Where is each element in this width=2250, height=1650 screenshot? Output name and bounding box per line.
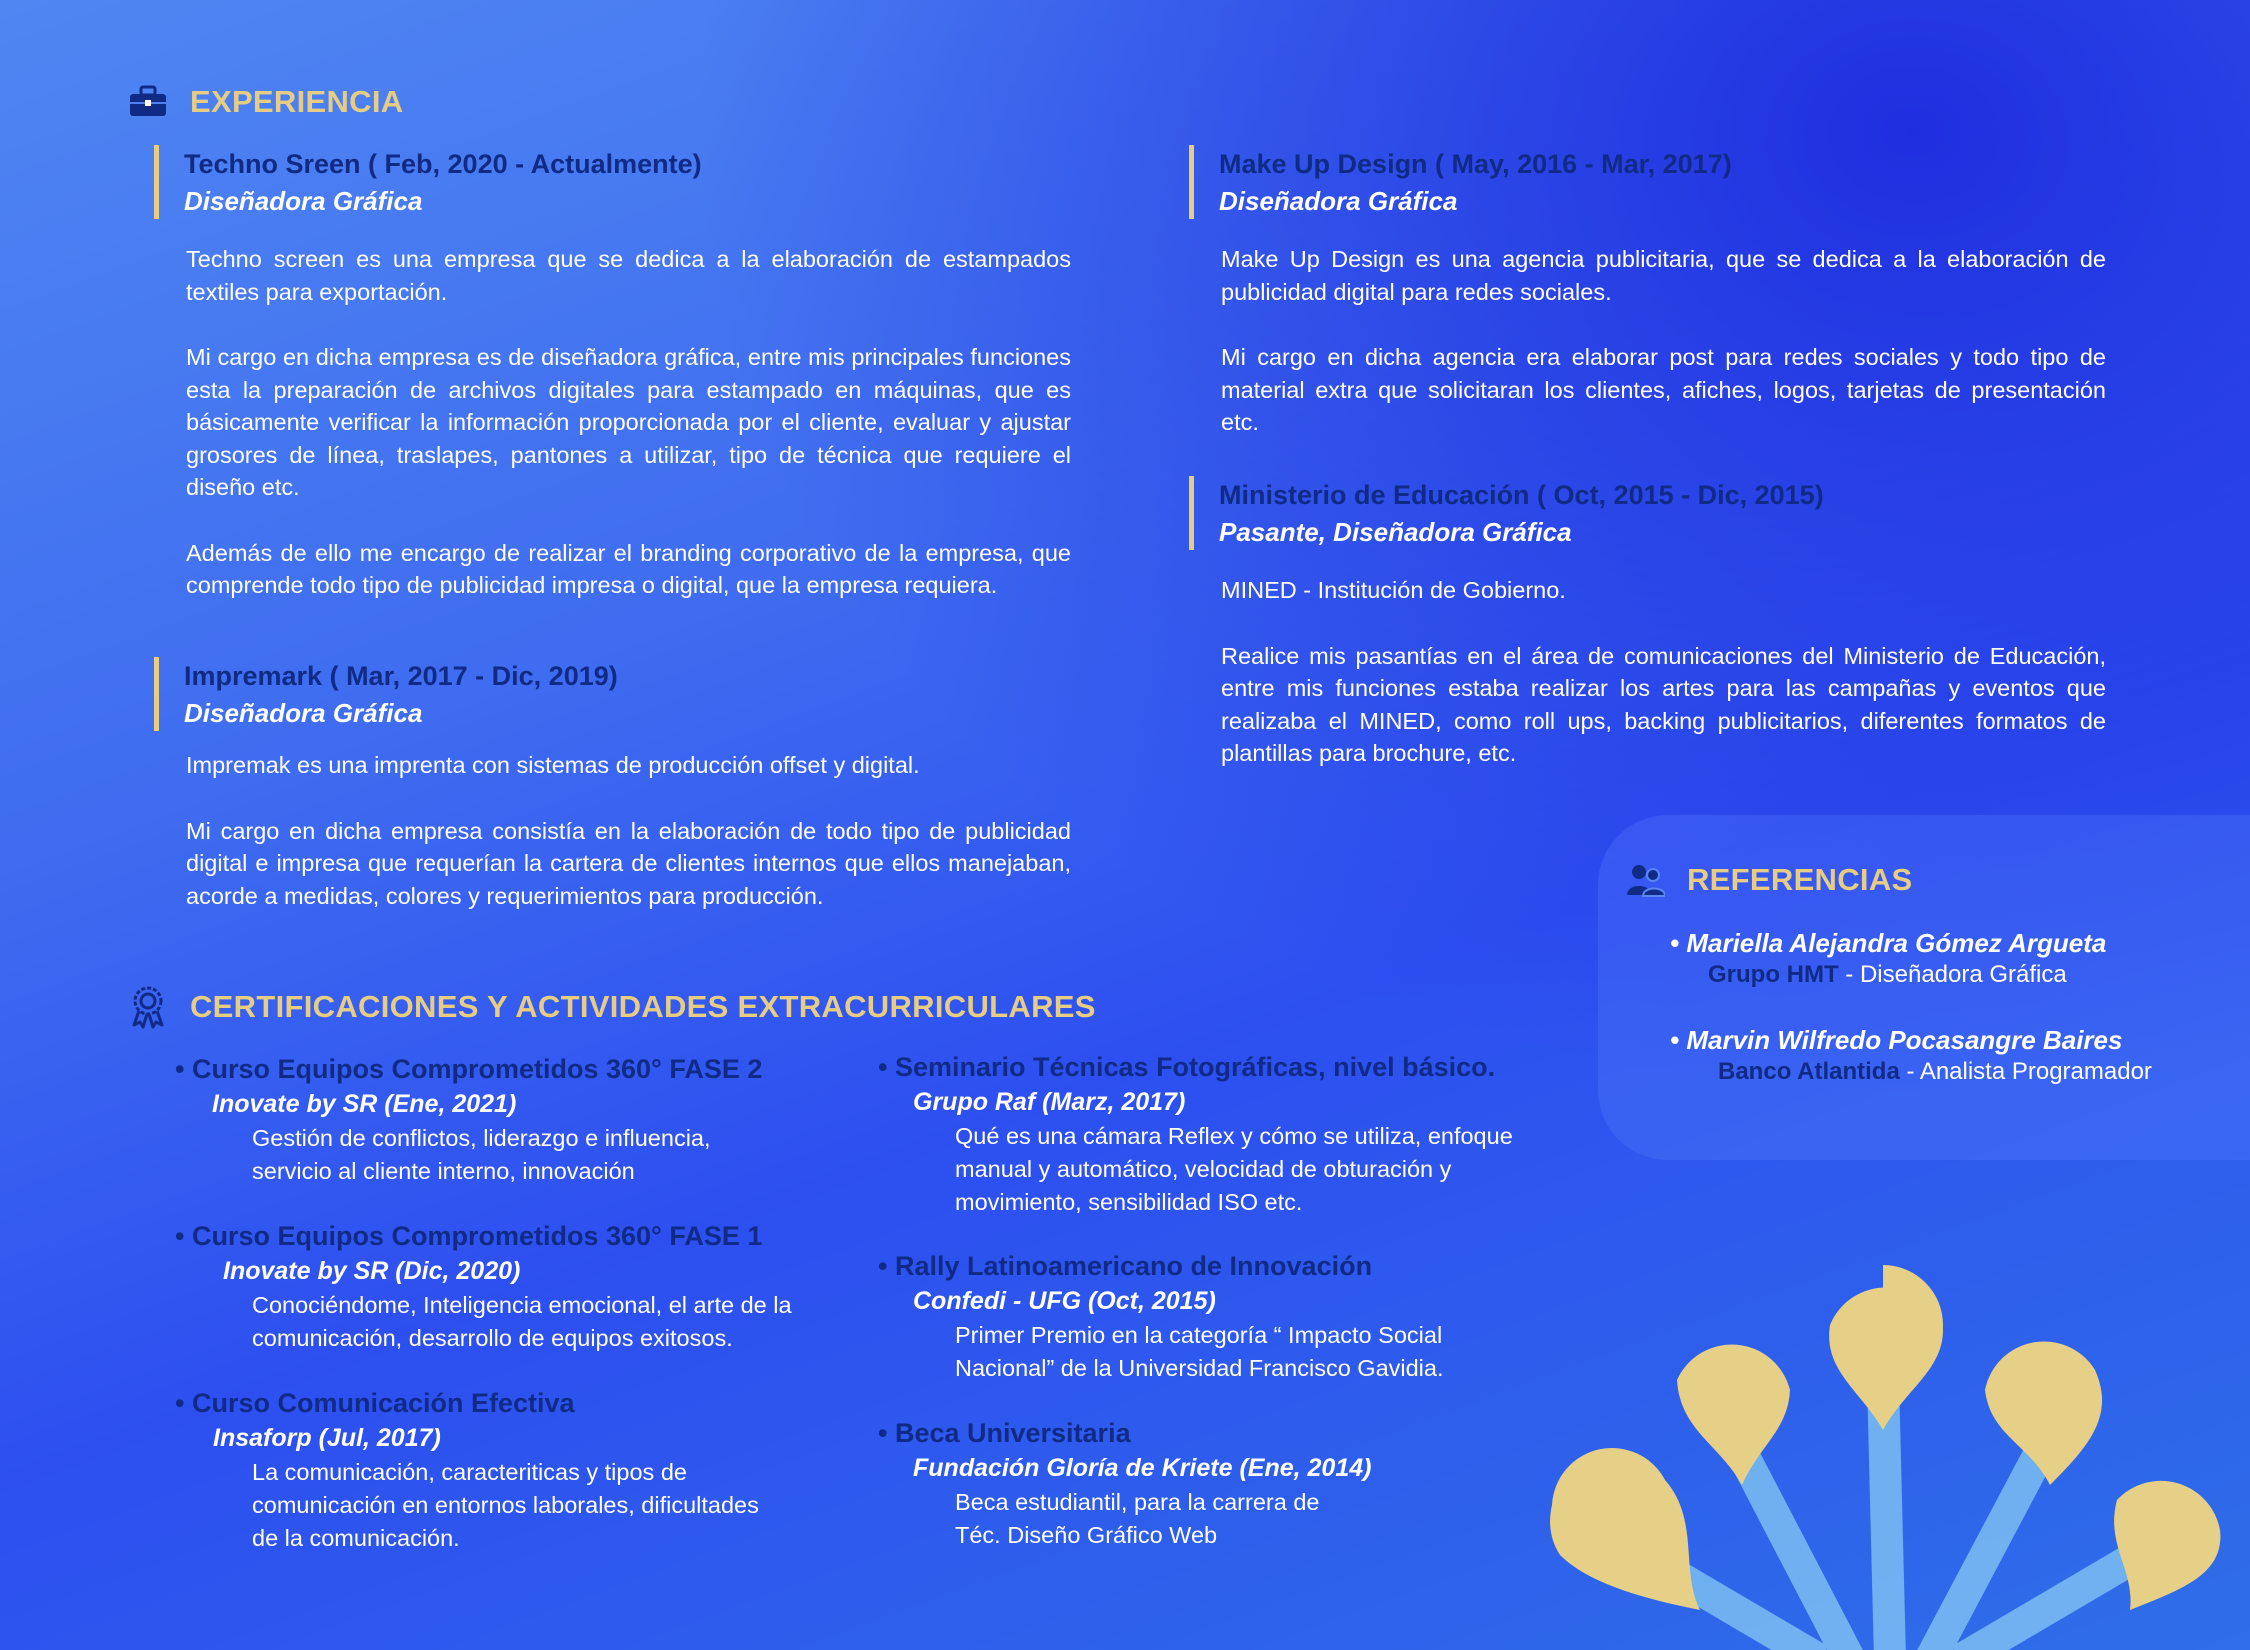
job-company: Ministerio de Educación ( Oct, 2015 - Dic, 2015) xyxy=(1219,480,1824,510)
job-paragraph: Además de ello me encargo de realizar el branding corporativo de la empresa, que comprende todo tipo de publicidad impresa o digital, que la empresa requiera. xyxy=(186,539,1071,598)
certification-desc-line: Nacional” de la Universidad Francisco Gavidia. xyxy=(955,1355,1444,1381)
certification-org: Fundación Gloría de Kriete (Ene, 2014) xyxy=(913,1454,1372,1482)
job-paragraph: Make Up Design es una agencia publicitaria, que se dedica a la elaboración de publicidad digital para redes sociales. xyxy=(1221,246,2106,305)
certification-desc-line: manual y automático, velocidad de obturación y xyxy=(955,1156,1452,1182)
certification-item xyxy=(878,1049,1513,1219)
job-paragraph: Realice mis pasantías en el área de comunicaciones del Ministerio de Educación, entre mis funciones estaba realizar los artes para las campañas y eventos que realizaba el MINED, como roll ups, backing publicitarios, diferentes formatos de plantillas para brochure, etc. xyxy=(1221,642,2106,766)
job-paragraph: MINED - Institución de Gobierno. xyxy=(1221,577,1566,603)
certification-org: Insaforp (Jul, 2017) xyxy=(213,1424,441,1452)
reference-name: • Mariella Alejandra Gómez Argueta xyxy=(1670,928,2107,958)
experience-section-title xyxy=(128,84,403,120)
reference-name: • Marvin Wilfredo Pocasangre Baires xyxy=(1670,1025,2123,1055)
certifications-title-text: CERTIFICACIONES Y ACTIVIDADES EXTRACURRICULARES xyxy=(190,989,1096,1024)
job-entry xyxy=(186,657,1071,912)
job-company: Techno Sreen ( Feb, 2020 - Actualmente) xyxy=(184,149,702,179)
certification-title: • Beca Universitaria xyxy=(878,1418,1131,1448)
certification-org: Inovate by SR (Dic, 2020) xyxy=(223,1257,521,1285)
people-icon xyxy=(1627,863,1665,897)
experience-title-text: EXPERIENCIA xyxy=(190,84,404,119)
reference-role: Analista Programador xyxy=(1919,1058,2152,1085)
certification-description xyxy=(252,1122,762,1188)
job-entry xyxy=(1221,145,2106,439)
briefcase-icon xyxy=(128,85,168,119)
job-entry xyxy=(186,145,1071,602)
job-header xyxy=(1189,476,2106,550)
reference-item xyxy=(1670,1025,2152,1086)
certification-org: Grupo Raf (Marz, 2017) xyxy=(913,1088,1186,1116)
references-section-title xyxy=(1627,862,1913,898)
certification-desc-line: Conociéndome, Inteligencia emocional, el arte de la xyxy=(252,1292,792,1318)
certification-desc-line: de la comunicación. xyxy=(252,1525,460,1551)
certification-title: • Rally Latinoamericano de Innovación xyxy=(878,1251,1373,1281)
certification-title: • Curso Comunicación Efectiva xyxy=(175,1388,575,1418)
certification-description xyxy=(955,1319,1444,1385)
certification-desc-line: Primer Premio en la categoría “ Impacto Social xyxy=(955,1322,1443,1348)
award-icon xyxy=(128,985,168,1029)
certification-org: Inovate by SR (Ene, 2021) xyxy=(212,1090,517,1118)
certification-item xyxy=(175,1218,792,1355)
job-header xyxy=(154,657,1071,731)
job-company: Make Up Design ( May, 2016 - Mar, 2017) xyxy=(1219,149,1732,179)
certifications-section-title xyxy=(128,985,1096,1029)
certification-title: • Curso Equipos Comprometidos 360° FASE 1 xyxy=(175,1221,763,1251)
certification-desc-line: Téc. Diseño Gráfico Web xyxy=(955,1522,1218,1548)
certification-desc-line: comunicación en entornos laborales, dificultades xyxy=(252,1492,759,1518)
certification-desc-line: La comunicación, caracteriticas y tipos de xyxy=(252,1459,687,1485)
job-description xyxy=(186,749,1071,912)
certification-org: Confedi - UFG (Oct, 2015) xyxy=(913,1287,1216,1315)
job-role: Diseñadora Gráfica xyxy=(1219,186,1458,216)
job-paragraph: Mi cargo en dicha empresa consistía en la elaboración de todo tipo de publicidad digital e impresa que requerían la cartera de clientes internos que ellos manejaban, acorde a medidas, colores y requerimientos para producción. xyxy=(186,817,1071,909)
certification-description xyxy=(955,1120,1513,1219)
certification-description xyxy=(252,1456,759,1555)
job-role: Diseñadora Gráfica xyxy=(184,698,423,728)
references-title-text: REFERENCIAS xyxy=(1687,862,1913,897)
certification-desc-line: servicio al cliente interno, innovación xyxy=(252,1158,635,1184)
certification-desc-line: Beca estudiantil, para la carrera de xyxy=(955,1489,1320,1515)
job-entry xyxy=(1221,476,2106,770)
certification-description xyxy=(955,1486,1371,1552)
certification-item xyxy=(175,1385,759,1555)
certification-desc-line: Gestión de conflictos, liderazgo e influencia, xyxy=(252,1125,711,1151)
certification-desc-line: Qué es una cámara Reflex y cómo se utiliza, enfoque xyxy=(955,1123,1513,1149)
certification-item xyxy=(878,1248,1444,1385)
reference-separator: - xyxy=(1838,961,1860,988)
reference-role: Diseñadora Gráfica xyxy=(1859,961,2067,988)
certification-item xyxy=(175,1051,762,1188)
job-description xyxy=(1221,243,2106,439)
reference-position xyxy=(1718,1058,2152,1086)
certification-desc-line: movimiento, sensibilidad ISO etc. xyxy=(955,1189,1303,1215)
job-header xyxy=(1189,145,2106,219)
reference-company: Grupo HMT xyxy=(1708,961,1839,988)
job-paragraph: Mi cargo en dicha agencia era elaborar post para redes sociales y todo tipo de material extra que solicitaran los clientes, afiches, logos, tarjetas de presentación etc. xyxy=(1221,344,2106,435)
job-description xyxy=(1221,574,2106,770)
job-header xyxy=(154,145,1071,219)
job-paragraph: Impremak es una imprenta con sistemas de producción offset y digital. xyxy=(186,752,920,778)
reference-separator: - xyxy=(1899,1058,1920,1085)
certification-item xyxy=(878,1415,1371,1552)
job-role: Pasante, Diseñadora Gráfica xyxy=(1219,517,1572,547)
job-paragraph: Mi cargo en dicha empresa es de diseñadora gráfica, entre mis principales funciones esta la preparación de archivos digitales para estampado en máquinas, que es básicamente verificar la información proporcionada por el cliente, evaluar y ajustar grosores de línea, traslapes, pantones a utilizar, tipo de técnica que requiere el diseño etc. xyxy=(186,344,1071,500)
certification-desc-line: comunicación, desarrollo de equipos exitosos. xyxy=(252,1325,733,1351)
certification-description xyxy=(252,1289,792,1355)
reference-position xyxy=(1708,961,2106,989)
job-paragraph: Techno screen es una empresa que se dedica a la elaboración de estampados textiles para exportación. xyxy=(186,246,1071,305)
certification-title: • Seminario Técnicas Fotográficas, nivel básico. xyxy=(878,1052,1496,1082)
job-company: Impremark ( Mar, 2017 - Dic, 2019) xyxy=(184,661,618,691)
reference-company: Banco Atlantida xyxy=(1718,1058,1900,1085)
job-role: Diseñadora Gráfica xyxy=(184,186,423,216)
certification-title: • Curso Equipos Comprometidos 360° FASE 2 xyxy=(175,1054,763,1084)
decorative-balloons xyxy=(1530,1230,2250,1650)
reference-item xyxy=(1670,928,2106,989)
job-description xyxy=(186,243,1071,602)
